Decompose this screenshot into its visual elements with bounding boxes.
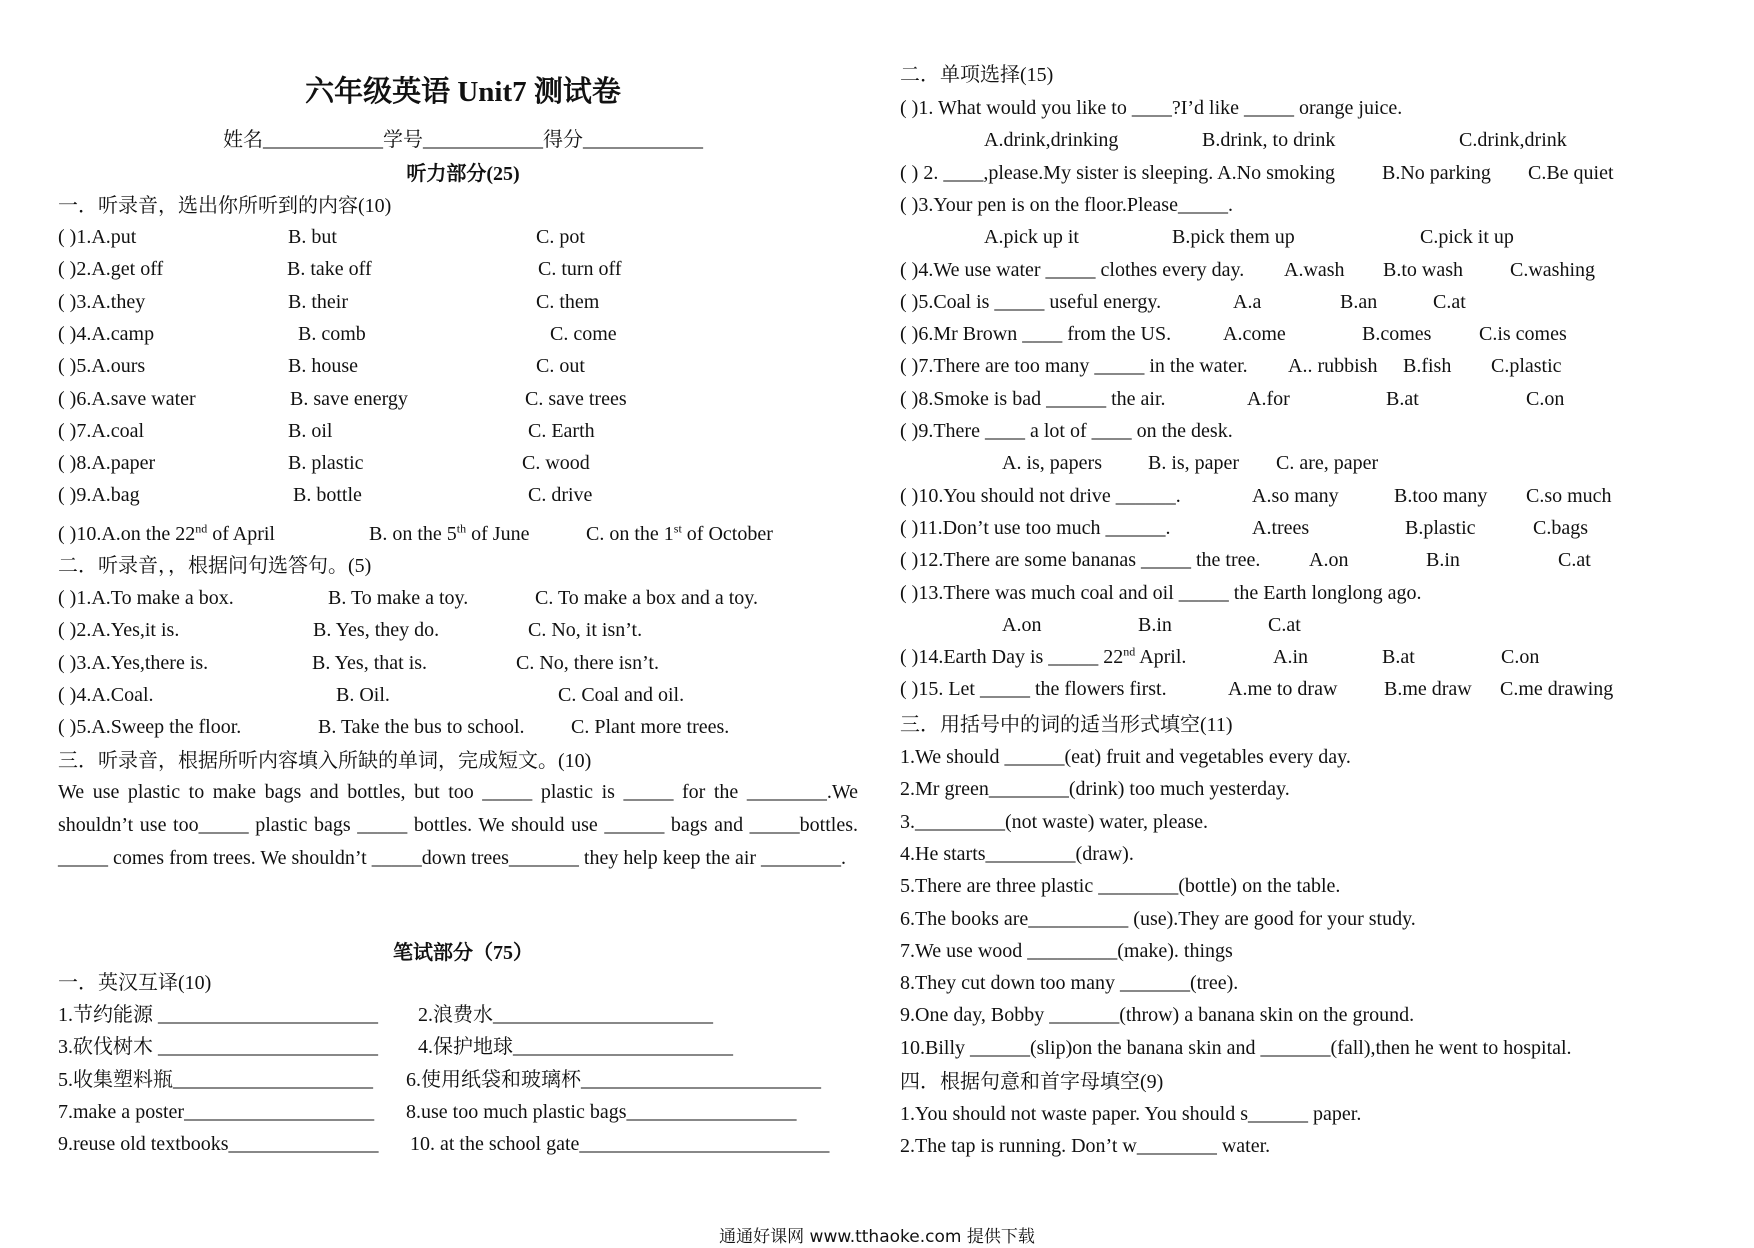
mc-text: ( )12.There are some bananas _____ the tree. <box>900 549 1261 572</box>
s1-option-a: ( )7.A.coal <box>58 419 145 442</box>
mc-option <box>1268 612 1301 638</box>
mc-text: A.so many <box>1252 484 1339 507</box>
mc-text: B.too many <box>1394 484 1488 507</box>
mc-text: B.an <box>1340 290 1378 313</box>
mc-text: B.pick them up <box>1172 226 1295 249</box>
mc-text: ( )9.There ____ a lot of ____ on the desk. <box>900 420 1233 442</box>
s1-option-c: C. Earth <box>528 419 595 442</box>
translate-item: 9.reuse old textbooks_______________ <box>58 1133 379 1156</box>
mc-option <box>1276 450 1378 476</box>
written-heading: 笔试部分（75） <box>393 942 533 964</box>
s2-option-a: ( )4.A.Coal. <box>58 683 154 706</box>
mc-option <box>1288 353 1377 379</box>
s2-option-c: C. No, there isn’t. <box>516 651 659 674</box>
s1-option-c: C. drive <box>528 484 593 507</box>
mc-text: A.on <box>1002 613 1042 636</box>
mc-text: ( )1. What would you like to ____?I’d like _____ orange juice. <box>900 97 1403 119</box>
mc-question <box>900 580 1422 606</box>
section1-heading: 一．听录音，选出你所听到的内容(10) <box>58 195 392 217</box>
mc-option <box>1384 676 1472 702</box>
s1-item10-a: ( )10.A.on the 22nd of April <box>58 521 275 545</box>
mc-option <box>1202 127 1335 153</box>
mc-question <box>1002 612 1041 638</box>
mc-question <box>900 353 1248 379</box>
s1-option-b: B. plastic <box>288 452 364 475</box>
mc-text: B.No parking <box>1382 161 1491 184</box>
s1-option-a: ( )9.A.bag <box>58 484 140 507</box>
mc-text: C.Be quiet <box>1528 161 1614 184</box>
mc-text: ( ) 2. ____,please.My sister is sleeping. A.No smoking <box>900 161 1335 184</box>
mc-option <box>1138 612 1172 638</box>
s1-option-b: B. take off <box>287 258 372 281</box>
mc-option <box>1228 676 1337 702</box>
mc-option <box>1459 127 1567 153</box>
mc-text: ( )3.Your pen is on the floor.Please_____. <box>900 193 1233 216</box>
mc-text: A. is, papers <box>1002 452 1102 475</box>
mc-option <box>1382 644 1415 670</box>
mc-text: ( )14.Earth Day is _____ 22 <box>900 646 1124 669</box>
s2-option-b: B. Yes, they do. <box>313 619 440 642</box>
mc-text: A.me to draw <box>1228 678 1338 701</box>
mc-question <box>1002 450 1102 476</box>
fill-item-7: 7.We use wood _________(make). things <box>900 939 1233 962</box>
mc-option <box>1340 289 1377 315</box>
s1-option-a: ( )2.A.get off <box>58 258 164 281</box>
s1-option-a: ( )1.A.put <box>58 226 137 248</box>
mc-text: B. is, paper <box>1148 452 1240 475</box>
mc-text: A.in <box>1273 646 1308 669</box>
translate-item: 1.节约能源 ______________________ <box>58 1004 378 1026</box>
mc-option <box>1405 515 1476 541</box>
mc-text: A.trees <box>1252 516 1310 539</box>
mc-text: A.come <box>1223 323 1286 346</box>
s1-option-c: C. turn off <box>538 258 622 281</box>
section3-heading: 三．听录音，根据所听内容填入所缺的单词，完成短文。(10) <box>58 750 592 772</box>
mc-sup: nd <box>1123 644 1136 659</box>
s2-option-c: C. Plant more trees. <box>571 716 730 739</box>
s2-option-b: B. Take the bus to school. <box>318 716 525 739</box>
mc-text: ( )15. Let _____ the flowers first. <box>900 678 1167 701</box>
s1-option-b: B. save energy <box>290 387 408 410</box>
mc-text: ( )6.Mr Brown ____ from the US. <box>900 323 1172 346</box>
fill-item-3: 3._________(not waste) water, please. <box>900 810 1208 833</box>
mc-option <box>1479 321 1567 347</box>
s1-option-b: B. bottle <box>293 484 362 507</box>
mc-question <box>900 289 1161 315</box>
mc-option <box>1284 257 1345 283</box>
mc-text: C.is comes <box>1479 323 1567 346</box>
s1-item10-b: B. on the 5th of June <box>369 521 530 545</box>
mc-option <box>1491 353 1562 379</box>
s2-option-c: C. To make a box and a toy. <box>535 587 758 609</box>
mc-option <box>1382 160 1491 186</box>
mc-text: B.comes <box>1362 323 1432 346</box>
mc-option <box>1252 483 1339 509</box>
mc-text: C. are, paper <box>1276 452 1379 475</box>
s1-option-c: C. wood <box>522 452 590 475</box>
s1-option-a: ( )5.A.ours <box>58 355 146 378</box>
mc-question <box>900 257 1244 283</box>
mc-option <box>1510 257 1595 283</box>
mc-question <box>900 321 1171 347</box>
s1-option-b: B. house <box>288 355 358 378</box>
mc-option <box>1247 386 1290 412</box>
mc-text: April. <box>1135 646 1187 669</box>
student-info-line: 姓名____________学号____________得分____________ <box>223 129 703 151</box>
mc-text: A.for <box>1247 387 1290 410</box>
listening-heading: 听力部分(25) <box>406 163 520 185</box>
mc-text: ( )5.Coal is _____ useful energy. <box>900 290 1162 313</box>
mc-text: ( )11.Don’t use too much ______. <box>900 516 1171 539</box>
s1-option-a: ( )6.A.save water <box>58 387 196 410</box>
s2-option-b: B. To make a toy. <box>328 587 469 609</box>
translate-item: 3.砍伐树木 ______________________ <box>58 1036 378 1059</box>
mc-option <box>1500 676 1613 702</box>
mc-text: B.to wash <box>1383 258 1463 281</box>
mc-option <box>1394 483 1487 509</box>
mc-option <box>1526 386 1564 412</box>
fill-item-10: 10.Billy ______(slip)on the banana skin and _______(fall),then he went to hospital. <box>900 1036 1572 1059</box>
mc-option <box>1426 547 1460 573</box>
s1-item10-c: C. on the 1st of October <box>586 521 773 545</box>
mc-text: A.drink,drinking <box>984 129 1119 152</box>
section2-heading: 二．听录音，，根据问句选答句。(5) <box>58 555 372 577</box>
mc-text: C.on <box>1501 646 1540 669</box>
mc-text: ( )7.There are too many _____ in the water. <box>900 355 1248 378</box>
translate-item: 7.make a poster___________________ <box>58 1100 375 1123</box>
mc-option <box>1558 547 1591 573</box>
mc-text: ( )10.You should not drive ______. <box>900 484 1181 507</box>
fill-item-1: 1.We should ______(eat) fruit and vegetables every day. <box>900 746 1351 768</box>
mc-option <box>1172 224 1295 250</box>
fill-item-6: 6.The books are__________ (use).They are good for your study. <box>900 907 1416 930</box>
mc-text: B.at <box>1386 387 1419 410</box>
mc-question <box>900 483 1181 509</box>
fill-item-2: 2.Mr green________(drink) too much yesterday. <box>900 778 1290 801</box>
translate-item: 6.使用纸袋和玻璃杯________________________ <box>406 1068 821 1091</box>
mc-option <box>1526 483 1612 509</box>
mc-option <box>1420 224 1514 250</box>
mc-question <box>984 127 1118 153</box>
mc-text: C.at <box>1268 613 1301 636</box>
fill-item-5: 5.There are three plastic ________(bottle) on the table. <box>900 875 1341 898</box>
mc-text: C.at <box>1433 290 1466 313</box>
mc-option <box>1501 644 1539 670</box>
translate-item: 4.保护地球______________________ <box>418 1036 733 1059</box>
mc-text: B.at <box>1382 646 1415 669</box>
mc-text: C.washing <box>1510 258 1595 281</box>
footer-credit: 通通好课网 www.tthaoke.com 提供下载 <box>719 1227 1035 1247</box>
mc-text: B.in <box>1138 613 1172 636</box>
fill-item-4: 4.He starts_________(draw). <box>900 842 1134 865</box>
mc-text: C.bags <box>1533 516 1588 539</box>
fill-heading: 三．用括号中的词的适当形式填空(11) <box>900 714 1233 736</box>
mc-option <box>1386 386 1419 412</box>
mc-text: A.pick up it <box>984 226 1079 249</box>
s2-option-c: C. Coal and oil. <box>558 683 685 706</box>
s1-option-a: ( )3.A.they <box>58 290 146 313</box>
mc-question <box>900 95 1402 121</box>
mc-option <box>1403 353 1451 379</box>
mc-option <box>1273 644 1308 670</box>
mc-option <box>1309 547 1348 573</box>
s2-option-a: ( )2.A.Yes,it is. <box>58 619 180 642</box>
page-title: 六年级英语 Unit7 测试卷 <box>305 76 621 108</box>
mc-option <box>1528 160 1614 186</box>
mc-text: C.at <box>1558 549 1591 572</box>
mc-option <box>1233 289 1261 315</box>
s1-option-b: B. but <box>288 226 337 248</box>
mc-question <box>900 160 1335 186</box>
s1-option-a: ( )4.A.camp <box>58 322 155 345</box>
mc-option <box>1383 257 1463 283</box>
mc-question <box>900 515 1171 541</box>
s1-option-b: B. oil <box>288 419 333 442</box>
mc-text: ( )4.We use water _____ clothes every day. <box>900 258 1245 281</box>
mc-option <box>1433 289 1466 315</box>
mc-option <box>1252 515 1309 541</box>
mc-question <box>900 644 1186 670</box>
mc-text: ( )8.Smoke is bad ______ the air. <box>900 387 1166 410</box>
translate-item: 10. at the school gate_________________________ <box>410 1133 830 1156</box>
s1-option-c: C. come <box>550 322 617 345</box>
section3-passage: We use plastic to make bags and bottles, but too _____ plastic is _____ for the ________.We shouldn’t use too_____ plastic bags _____ bottles. We should use ______ bags and _____bottles. _____ comes from trees. We shouldn’t _____down trees_______ they help keep the air ________. <box>58 781 858 869</box>
mc-text: B.in <box>1426 549 1460 572</box>
mc-question <box>900 676 1167 702</box>
mc-text: A.wash <box>1284 258 1345 281</box>
mc-option <box>1223 321 1286 347</box>
s2-option-c: C. No, it isn’t. <box>528 619 643 642</box>
mc-question <box>900 192 1233 218</box>
letters-item-2: 2.The tap is running. Don’t w________ water. <box>900 1135 1271 1158</box>
s2-option-a: ( )3.A.Yes,there is. <box>58 651 209 674</box>
mc-text: A.. rubbish <box>1288 355 1378 378</box>
s2-option-a: ( )1.A.To make a box. <box>58 587 234 609</box>
s2-option-a: ( )5.A.Sweep the floor. <box>58 716 242 739</box>
fill-item-9: 9.One day, Bobby _______(throw) a banana skin on the ground. <box>900 1004 1415 1027</box>
translate-item: 2.浪费水______________________ <box>418 1004 713 1026</box>
mc-question <box>984 224 1079 250</box>
mc-question <box>900 386 1166 412</box>
mc-option <box>1362 321 1431 347</box>
mc-text: A.a <box>1233 290 1262 313</box>
translate-item: 5.收集塑料瓶____________________ <box>58 1068 373 1091</box>
mc-text: B.fish <box>1403 355 1452 378</box>
letters-heading: 四．根据句意和首字母填空(9) <box>900 1071 1164 1093</box>
mc-text: C.plastic <box>1491 355 1562 378</box>
mc-text: C.me drawing <box>1500 678 1614 701</box>
s1-option-c: C. them <box>536 290 600 313</box>
s1-option-b: B. comb <box>298 322 366 345</box>
mc-question <box>900 547 1260 573</box>
translate-item: 8.use too much plastic bags_________________ <box>406 1100 797 1123</box>
mc-question <box>900 418 1233 444</box>
s2-option-b: B. Yes, that is. <box>312 651 428 674</box>
s1-option-c: C. out <box>536 355 585 378</box>
mc-text: B.plastic <box>1405 516 1476 539</box>
mc-text: B.me draw <box>1384 678 1472 701</box>
mc-text: ( )13.There was much coal and oil _____ the Earth longlong ago. <box>900 581 1422 604</box>
s1-option-c: C. save trees <box>525 387 627 410</box>
s1-option-c: C. pot <box>536 226 585 248</box>
mc-heading: 二．单项选择(15) <box>900 64 1054 86</box>
fill-item-8: 8.They cut down too many _______(tree). <box>900 972 1239 995</box>
translate-heading: 一．英汉互译(10) <box>58 972 212 994</box>
mc-text: C.on <box>1526 387 1565 410</box>
s1-option-a: ( )8.A.paper <box>58 452 156 475</box>
letters-item-1: 1.You should not waste paper. You should s______ paper. <box>900 1103 1362 1125</box>
mc-option <box>1148 450 1239 476</box>
mc-text: C.pick it up <box>1420 226 1514 249</box>
mc-text: B.drink, to drink <box>1202 129 1336 152</box>
mc-text: A.on <box>1309 549 1349 572</box>
s1-option-b: B. their <box>288 290 348 313</box>
mc-text: C.drink,drink <box>1459 129 1567 152</box>
s2-option-b: B. Oil. <box>336 683 390 706</box>
mc-option <box>1533 515 1588 541</box>
mc-text: C.so much <box>1526 484 1612 507</box>
